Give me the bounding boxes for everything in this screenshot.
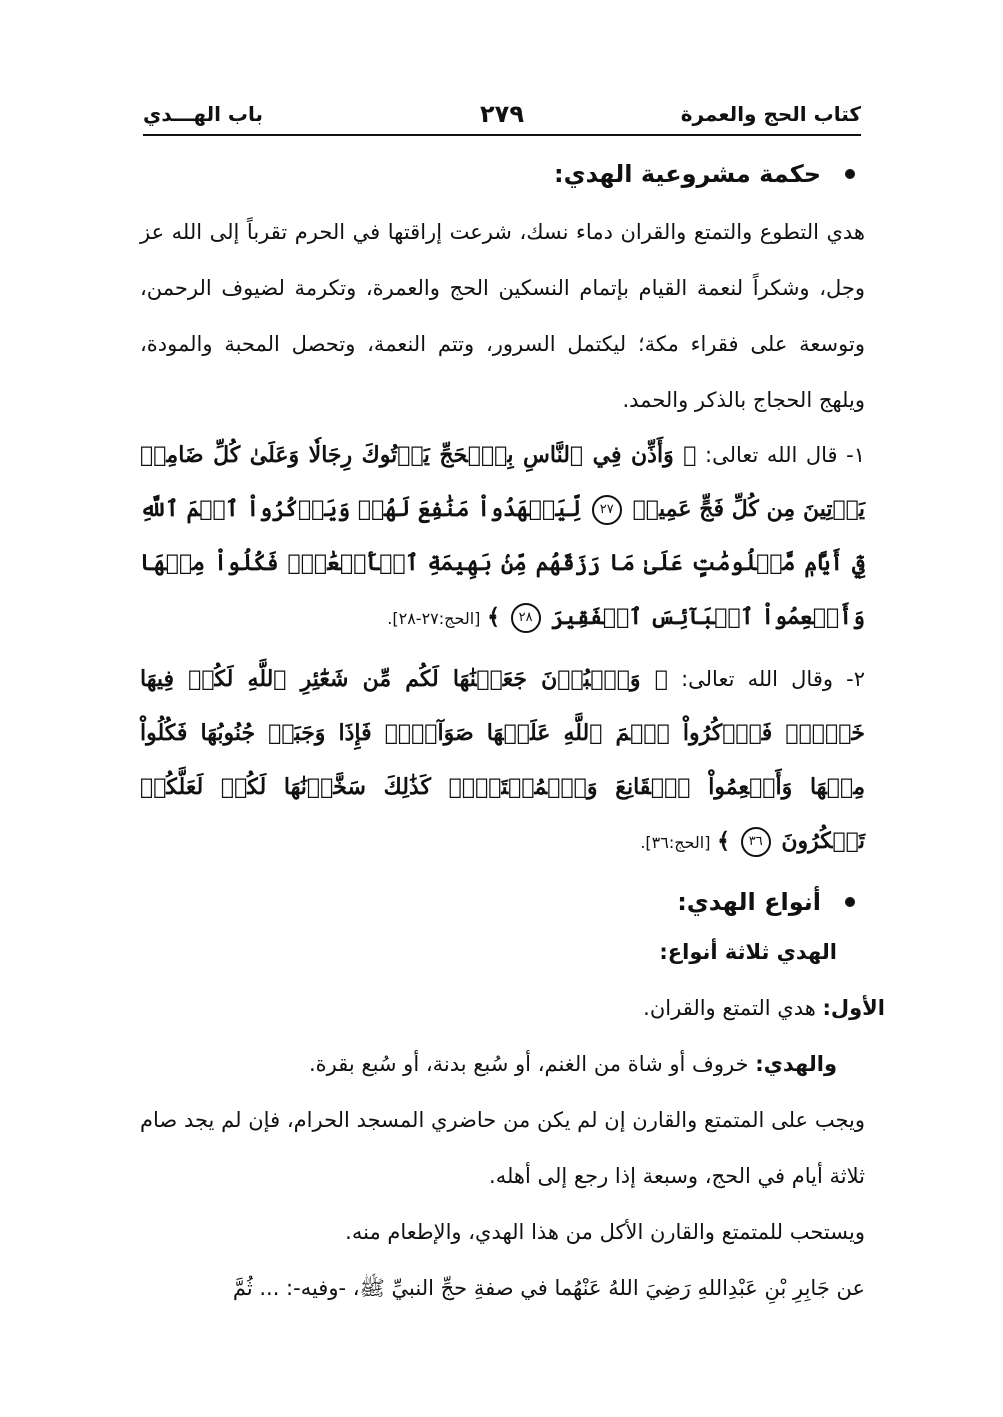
verse-1-close: ﴾	[487, 604, 500, 630]
ayah-number-mark: ٣٦	[741, 827, 771, 857]
first-type-label: الأول:	[822, 996, 885, 1020]
verse-1	[140, 428, 865, 646]
types-subheading: الهدي ثلاثة أنواع:	[659, 940, 837, 964]
page-content	[140, 160, 885, 1316]
first-type-text: هدي التمتع والقران.	[643, 996, 816, 1020]
verse-1-text: ﴿ وَأَذِّن فِي ٱلنَّاسِ بِٱلۡحَجِّ يَأۡتُوكَ رِجَالٗا وَعَلَىٰ كُلِّ ضَامِرٖ يَأۡتِينَ مِن كُلِّ فَجٍّ عَمِيقٖ	[140, 442, 865, 522]
verse-2-prefix: ٢- وقال الله تعالى:	[681, 667, 866, 691]
bullet-icon	[845, 169, 855, 179]
chapter-title: كتاب الحج والعمرة	[680, 102, 861, 126]
heading-wisdom-text: حكمة مشروعية الهدي:	[553, 160, 821, 188]
ayah-number-mark: ٢٨	[511, 603, 541, 633]
verse-2-text: ﴿ وَٱلۡبُدۡنَ جَعَلۡنَٰهَا لَكُم مِّن شَعَٰٓئِرِ ٱللَّهِ لَكُمۡ فِيهَا خَيۡرٞۖ فَٱذۡكُرُواْ ٱسۡمَ ٱللَّهِ عَلَيۡهَا صَوَآفَّۖ فَإِذَا وَجَبَتۡ جُنُوبُهَا فَكُلُواْ مِنۡهَا وَأَطۡعِمُواْ ٱلۡقَانِعَ وَٱلۡمُعۡتَرَّۚ كَذَٰلِكَ سَخَّرۡنَٰهَا لَكُمۡ لَعَلَّكُمۡ تَشۡكُرُونَ	[140, 666, 865, 854]
hadith-start: عن جَابِرِ بْنِ عَبْدِاللهِ رَضِيَ اللهُ عَنْهُما في صفةِ حجِّ النبيِّ ﷺ، -وفيه-: ... ثُمَّ	[232, 1276, 865, 1300]
page-header	[143, 100, 861, 136]
verse-2-reference: [الحج:٣٦].	[640, 833, 711, 852]
hady-label: والهدي:	[755, 1052, 837, 1076]
hady-text: خروف أو شاة من الغنم، أو سُبع بدنة، أو سُبع بقرة.	[308, 1052, 749, 1076]
heading-wisdom	[140, 160, 865, 188]
section-title: باب الهـــدي	[143, 102, 264, 126]
page-number: ٢٧٩	[480, 100, 524, 128]
ayah-number-mark: ٢٧	[592, 495, 622, 525]
hady-definition	[140, 1036, 865, 1092]
wisdom-paragraph: هدي التطوع والتمتع والقران دماء نسك، شرعت إراقتها في الحرم تقرباً إلى الله عز وجل، وشكراً لنعمة القيام بإتمام النسكين الحج والعمرة، وتكرمة لضيوف الرحمن، وتوسعة على فقراء مكة؛ ليكتمل السرور، وتتم النعمة، وتحصل المحبة والمودة، ويلهج الحجاج بالذكر والحمد.	[140, 220, 865, 412]
first-type	[140, 980, 885, 1036]
obligation-paragraph: ويجب على المتمتع والقارن إن لم يكن من حاضري المسجد الحرام، فإن لم يجد صام ثلاثة أيام في الحج، وسبعة إذا رجع إلى أهله.	[140, 1108, 865, 1188]
header-divider	[143, 134, 861, 136]
verse-1-prefix: ١- قال الله تعالى:	[705, 443, 865, 467]
heading-types-text: أنواع الهدي:	[677, 888, 821, 916]
verse-2	[140, 652, 865, 870]
verse-1-text-2: لِّيَشۡهَدُواْ مَنَٰفِعَ لَهُمۡ وَيَذۡكُرُواْ ٱسۡمَ ٱللَّهِ فِيٓ أَيَّامٖ مَّعۡلُومَٰتٍ عَلَىٰ مَا رَزَقَهُم مِّنۢ بَهِيمَةِ ٱلۡأَنۡعَٰمِۖ فَكُلُواْ مِنۡهَا وَأَطۡعِمُواْ ٱلۡبَآئِسَ ٱلۡفَقِيرَ	[140, 496, 865, 630]
recommend-paragraph: ويستحب للمتمتع والقارن الأكل من هذا الهدي، والإطعام منه.	[345, 1220, 865, 1244]
heading-types	[140, 888, 865, 916]
bullet-icon	[845, 897, 855, 907]
verse-1-reference: [الحج:٢٧-٢٨].	[387, 609, 481, 628]
verse-2-close: ﴾	[717, 828, 731, 854]
